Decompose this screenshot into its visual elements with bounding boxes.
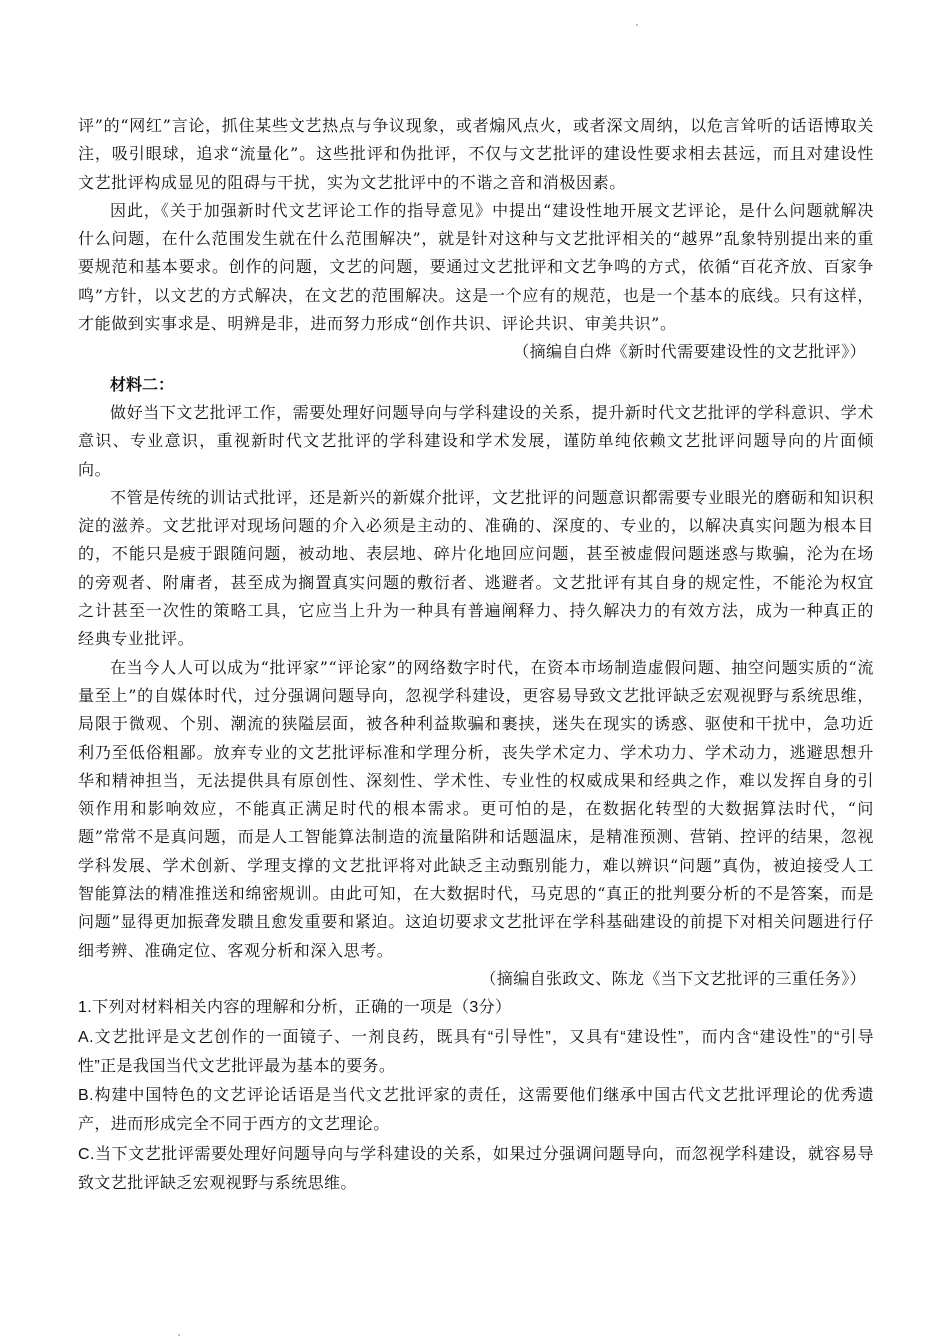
material-two-paragraph: 不管是传统的训诂式批评，还是新兴的新媒介批评，文艺批评的问题意识都需要专业眼光的磨砺和知识积淀的滋养。文艺批评对现场问题的介入必须是主动的、准确的、深度的、专业的，以解决真实问题为根本目的，不能只是疲于跟随问题，被动地、表层地、碎片化地回应问题，甚至被虚假问题迷惑与欺骗，沦为在场的旁观者、附庸者，甚至成为搁置真实问题的敷衍者、逃避者。文艺批评有其自身的规定性，不能沦为权宜之计甚至一次性的策略工具，它应当上升为一种具有普遍阐释力、持久解决力的有效方法，成为一种真正的经典专业批评。 (78, 487, 874, 649)
question-stem: 1.下列对材料相关内容的理解和分析，正确的一项是（3分） (78, 999, 512, 1017)
scan-mark (178, 1334, 180, 1336)
material-two-paragraph: 在当今人人可以成为“批评家”“评论家”的网络数字时代，在资本市场制造虚假问题、抽空问题实质的“流量至上”的自媒体时代，过分强调问题导向，忽视学科建设，更容易导致文艺批评缺乏宏观视野与系统思维，局限于微观、个别、潮流的狭隘层面，被各种利益欺骗和裹挟，迷失在现实的诱惑、驱使和干扰中，急功近利乃至低俗粗鄙。放弃专业的文艺批评标准和学理分析，丧失学术定力、学术功力、学术动力，逃避思想升华和精神担当，无法提供具有原创性、深刻性、学术性、专业性的权威成果和经典之作，难以发挥自身的引领作用和影响效应，不能真正满足时代的根本需求。更可怕的是，在数据化转型的大数据算法时代，“问题”常常不是真问题，而是人工智能算法制造的流量陷阱和话题温床，是精准预测、营销、控评的结果，忽视学科发展、学术创新、学理支撑的文艺批评将对此缺乏主动甄别能力，难以辨识“问题”真伪，被迫接受人工智能算法的精准推送和绵密规训。由此可知，在大数据时代，马克思的“真正的批判要分析的不是答案，而是问题”显得更加振聋发聩且愈发重要和紧迫。这迫切要求文艺批评在学科基础建设的前提下对相关问题进行仔细考辨、准确定位、客观分析和深入思考。 (78, 657, 874, 960)
material-two-paragraph: 做好当下文艺批评工作，需要处理好问题导向与学科建设的关系，提升新时代文艺批评的学科意识、学术意识、专业意识，重视新时代文艺批评的学科建设和学术发展，谨防单纯依赖文艺批评问题导向的片面倾向。 (78, 402, 874, 479)
material-one-paragraph: 评”的“网红”言论，抓住某些文艺热点与争议现象，或者煽风点火，或者深文周纳，以危言耸听的话语博取关注，吸引眼球，追求“流量化”。这些批评和伪批评，不仅与文艺批评的建设性要求相去甚远，而且对建设性文艺批评构成显见的阻碍与干扰，实为文艺批评中的不谐之音和消极因素。 (78, 116, 874, 192)
page-content (78, 112, 874, 1198)
question-option-c: C.当下文艺批评需要处理好问题导向与学科建设的关系，如果过分强调问题导向，而忽视学科建设，就容易导致文艺批评缺乏宏观视野与系统思维。 (78, 1145, 874, 1192)
material-one-source: （摘编自白烨《新时代需要建设性的文艺批评》） (513, 342, 866, 362)
material-two-source: （摘编自张政文、陈龙《当下文艺批评的三重任务》） (480, 968, 866, 988)
question-option-b: B.构建中国特色的文艺评论话语是当代文艺批评家的责任，这需要他们继承中国古代文艺批评理论的优秀遗产，进而形成完全不同于西方的文艺理论。 (78, 1087, 874, 1134)
material-two-heading: 材料二： (110, 374, 175, 394)
question-option-a: A.文艺批评是文艺创作的一面镜子、一剂良药，既具有“引导性”，又具有“建设性”，而内含“建设性”的“引导性”正是我国当代文艺批评最为基本的要务。 (78, 1028, 874, 1075)
scan-mark (636, 24, 638, 26)
material-one-paragraph: 因此，《关于加强新时代文艺评论工作的指导意见》中提出“建设性地开展文艺评论，是什么问题就解决什么问题，在什么范围发生就在什么范围解决”，就是针对这种与文艺批评相关的“越界”乱象特别提出来的重要规范和基本要求。创作的问题，文艺的问题，要通过文艺批评和文艺争鸣的方式，依循“百花齐放、百家争鸣”方针，以文艺的方式解决，在文艺的范围解决。这是一个应有的规范，也是一个基本的底线。只有这样，才能做到实事求是、明辨是非，进而努力形成“创作共识、评论共识、审美共识”。 (78, 200, 874, 334)
